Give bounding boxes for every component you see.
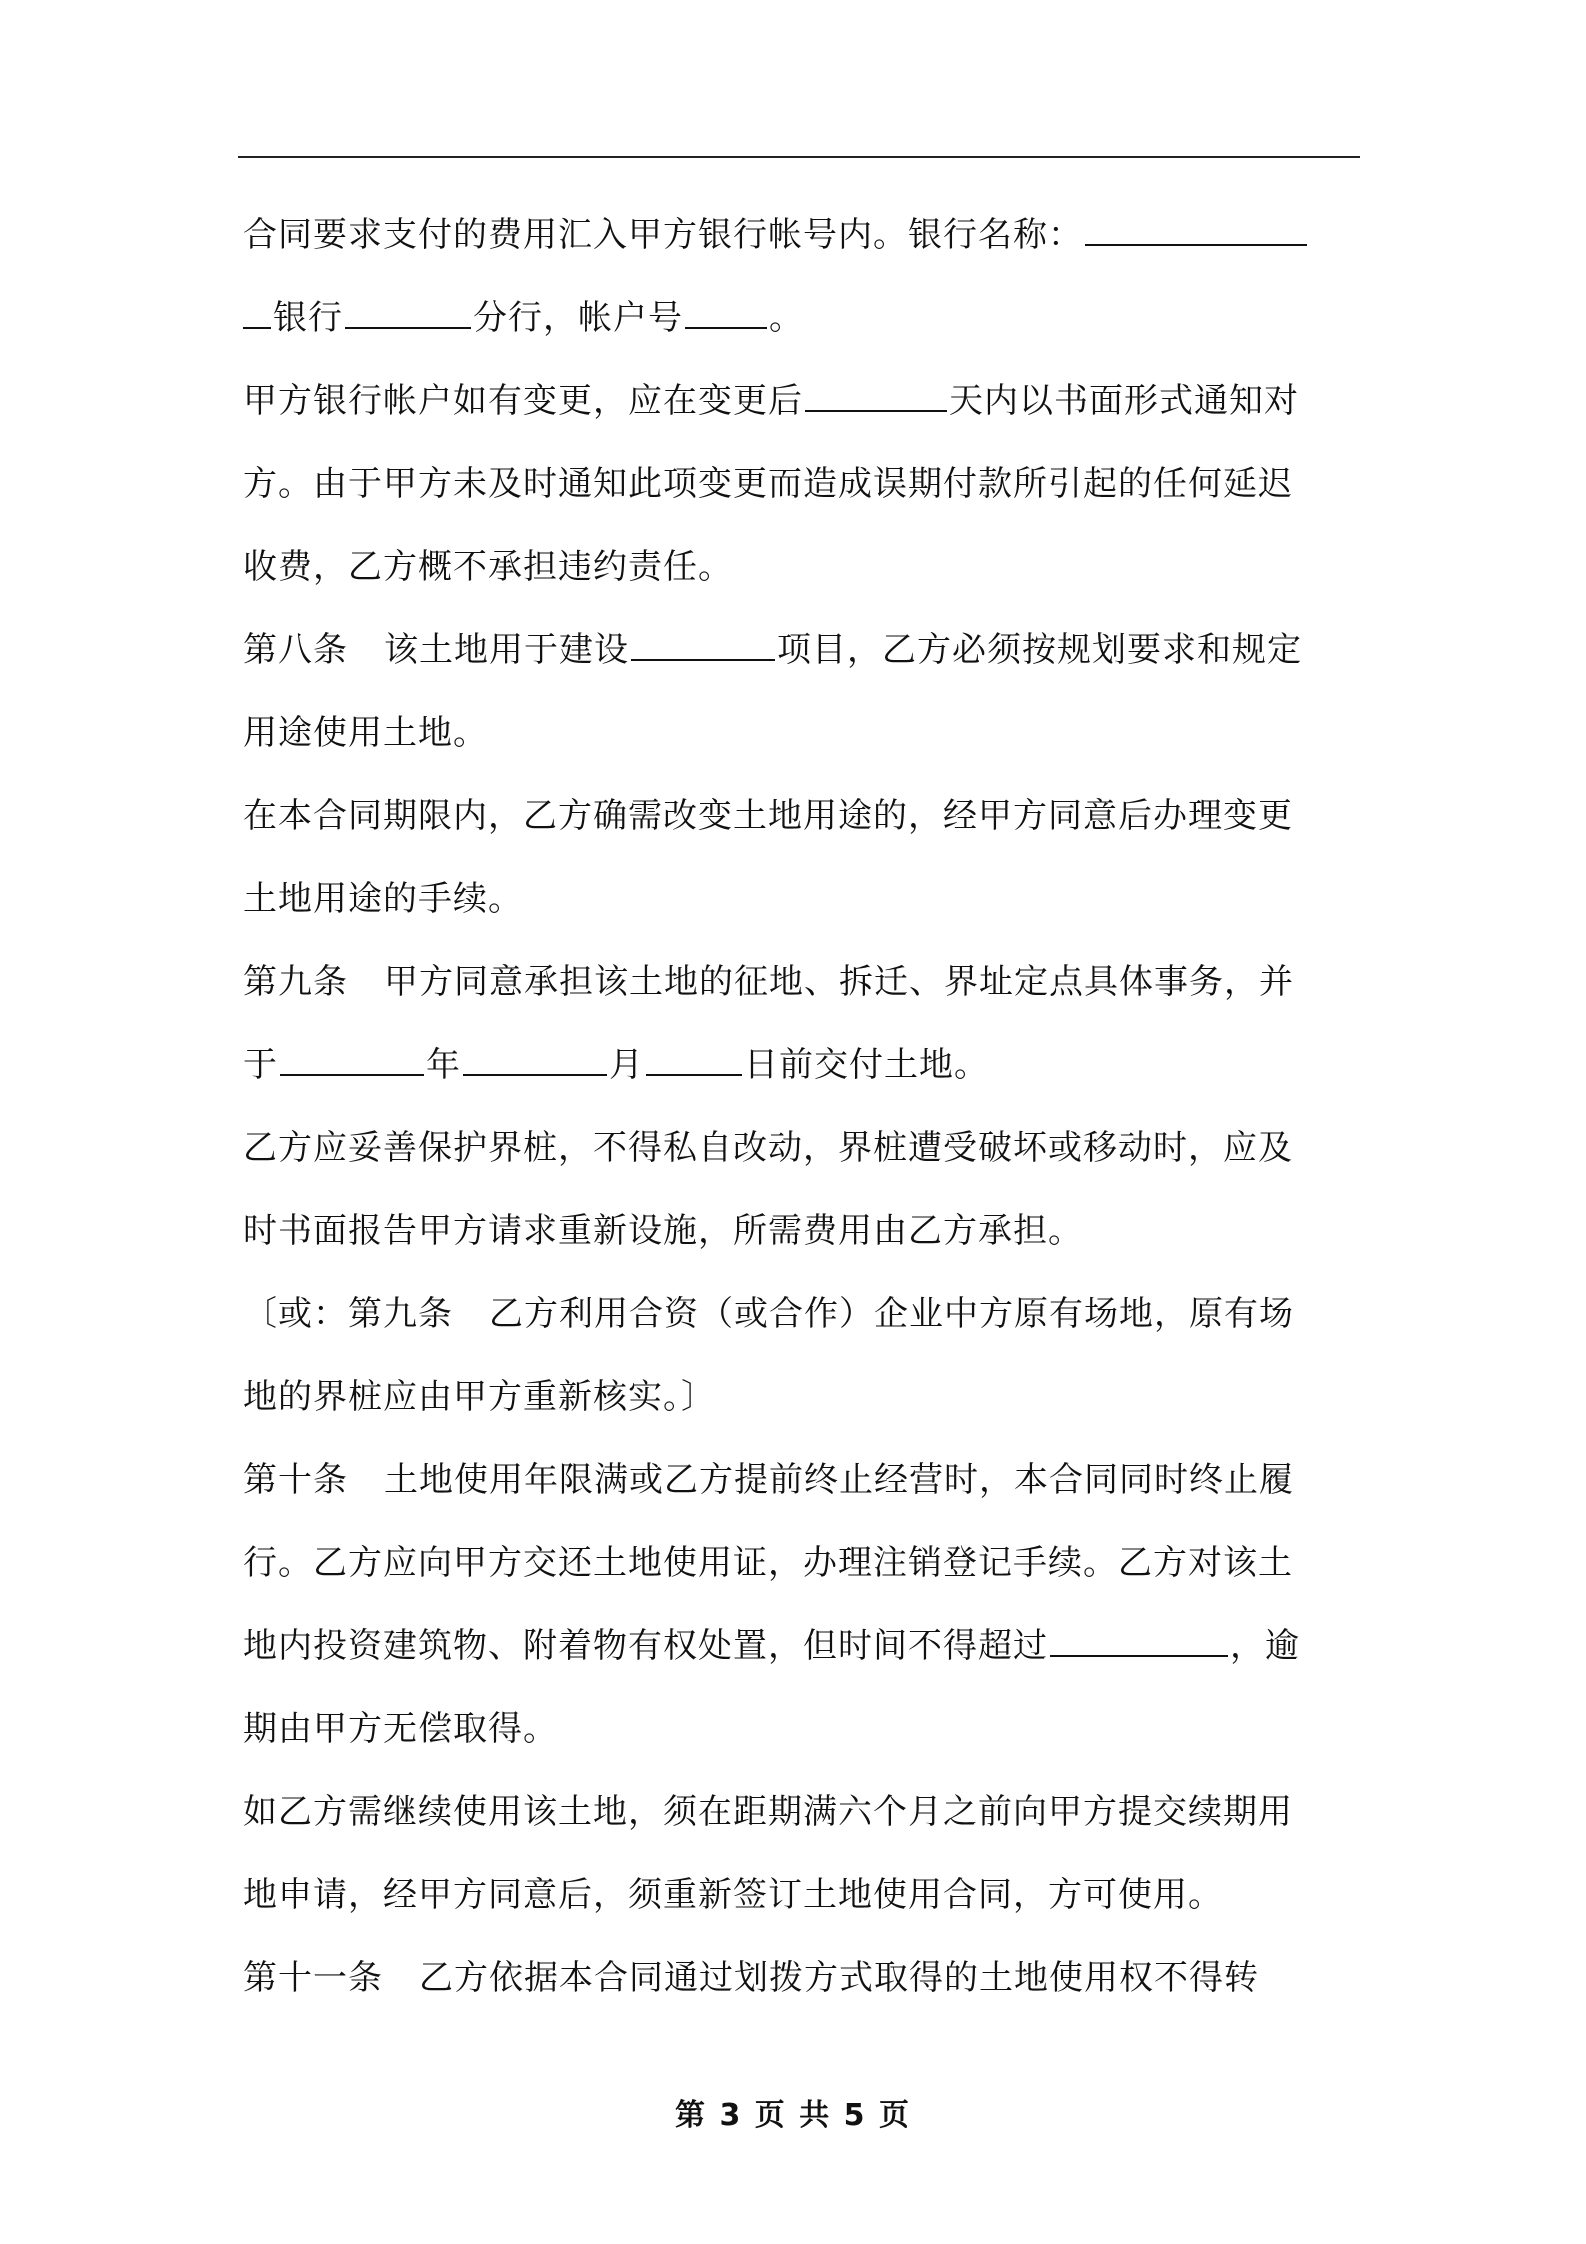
project-blank	[631, 659, 775, 661]
text-line	[243, 1190, 1360, 1273]
boundary-marker-text-end: 时书面报告甲方请求重新设施，所需费用由乙方承担。	[243, 1211, 1083, 1251]
year-blank	[280, 1074, 424, 1076]
text-line	[243, 858, 1360, 941]
article-10-line	[243, 1439, 1360, 1522]
year-label: 年	[426, 1045, 461, 1085]
header-rule	[238, 156, 1360, 158]
account-change-text: 甲方银行帐户如有变更，应在变更后	[243, 381, 803, 421]
text-line	[243, 775, 1360, 858]
disposal-time-blank	[1050, 1655, 1228, 1657]
days-blank	[805, 410, 947, 412]
branch-account-label: 分行，帐户号	[473, 298, 683, 338]
text-line	[243, 1024, 1360, 1107]
article-10-text-cont: 行。乙方应向甲方交还土地使用证，办理注销登记手续。乙方对该土	[243, 1543, 1293, 1583]
month-label: 月	[609, 1045, 644, 1085]
article-11-line	[243, 1937, 1360, 2020]
text-line	[243, 360, 1360, 443]
text-line	[243, 277, 1360, 360]
article-11-label: 第十一条	[243, 1958, 383, 1998]
delay-liability-text-end: 收费，乙方概不承担违约责任。	[243, 547, 733, 587]
text-line	[243, 526, 1360, 609]
text-line	[243, 1522, 1360, 1605]
renewal-text: 如乙方需继续使用该土地，须在距期满六个月之前向甲方提交续期用	[243, 1792, 1293, 1832]
branch-blank	[345, 327, 471, 329]
article-10-text-cont2: 地内投资建筑物、附着物有权处置，但时间不得超过	[243, 1626, 1048, 1666]
day-label-text: 日前交付土地。	[744, 1045, 989, 1085]
article-9-line	[243, 941, 1360, 1024]
account-number-blank	[685, 327, 767, 329]
text-line	[243, 1356, 1360, 1439]
day-blank	[646, 1074, 742, 1076]
text-line	[243, 1605, 1360, 1688]
account-change-text-cont: 天内以书面形式通知对	[949, 381, 1299, 421]
bank-payment-text: 合同要求支付的费用汇入甲方银行帐号内。银行名称：	[243, 215, 1083, 255]
bank-label: 银行	[273, 298, 343, 338]
article-8-label: 第八条	[243, 630, 348, 670]
page-number-footer: 第 3 页 共 5 页	[675, 2098, 911, 2133]
document-body	[243, 194, 1360, 2020]
renewal-text-end: 地申请，经甲方同意后，须重新签订土地使用合同，方可使用。	[243, 1875, 1223, 1915]
article-9-label: 第九条	[243, 962, 348, 1002]
article-8-text-end: 用途使用土地。	[243, 713, 488, 753]
article-8-text-cont: 项目，乙方必须按规划要求和规定	[777, 630, 1302, 670]
article-8-text: 该土地用于建设	[384, 630, 629, 670]
text-line	[243, 443, 1360, 526]
period: 。	[769, 298, 804, 338]
text-line	[243, 1688, 1360, 1771]
text-line	[243, 692, 1360, 775]
text-line	[243, 1771, 1360, 1854]
boundary-marker-text: 乙方应妥善保护界桩，不得私自改动，界桩遭受破坏或移动时，应及	[243, 1128, 1293, 1168]
article-10-text: 土地使用年限满或乙方提前终止经营时，本合同同时终止履	[384, 1460, 1294, 1500]
article-9-text: 甲方同意承担该土地的征地、拆迁、界址定点具体事务，并	[384, 962, 1294, 1002]
bank-name-blank-cont	[243, 327, 271, 329]
article-10-label: 第十条	[243, 1460, 348, 1500]
land-use-change-text-end: 土地用途的手续。	[243, 879, 523, 919]
text-line	[243, 1854, 1360, 1937]
month-blank	[463, 1074, 607, 1076]
text-line	[243, 194, 1360, 277]
article-8-line	[243, 609, 1360, 692]
land-use-change-text: 在本合同期限内，乙方确需改变土地用途的，经甲方同意后办理变更	[243, 796, 1293, 836]
alt-article-9-text: 乙方利用合资（或合作）企业中方原有场地，原有场	[489, 1294, 1294, 1334]
delay-liability-text: 方。由于甲方未及时通知此项变更而造成误期付款所引起的任何延迟	[243, 464, 1293, 504]
alt-article-9-line	[243, 1273, 1360, 1356]
article-10-text-cont3: ，逾	[1230, 1626, 1300, 1666]
bank-name-blank	[1085, 244, 1307, 246]
article-9-text-cont: 于	[243, 1045, 278, 1085]
article-10-text-end: 期由甲方无偿取得。	[243, 1709, 558, 1749]
text-line	[243, 1107, 1360, 1190]
article-11-text: 乙方依据本合同通过划拨方式取得的土地使用权不得转	[419, 1958, 1259, 1998]
alt-article-9-text-end: 地的界桩应由甲方重新核实。〕	[243, 1377, 716, 1417]
alt-article-9-label: 〔或：第九条	[243, 1294, 453, 1334]
